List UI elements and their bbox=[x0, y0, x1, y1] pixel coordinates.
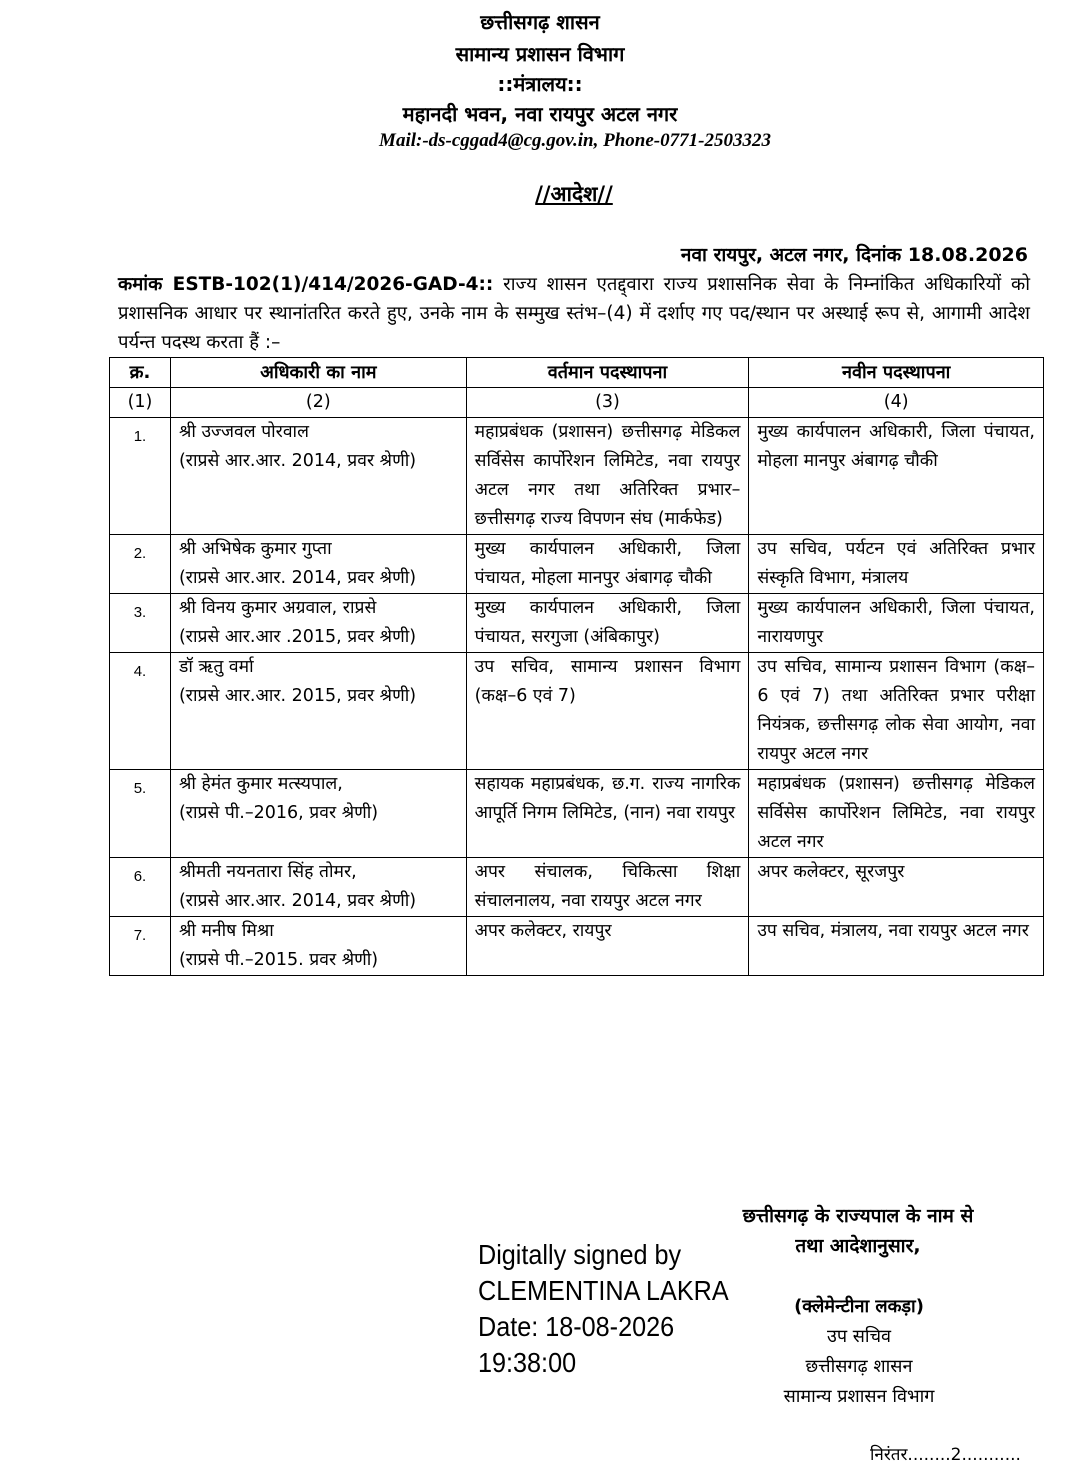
new-posting: मुख्य कार्यपालन अधिकारी, जिला पंचायत, नारायणपुर bbox=[749, 594, 1044, 653]
col-number: (4) bbox=[749, 388, 1044, 418]
officer-name: श्री हेमंत कुमार मत्स्यपाल, bbox=[178, 774, 343, 794]
serial-number: 1. bbox=[110, 418, 171, 535]
officer-service: (राप्रसे आर.आर .2015, प्रवर श्रेणी) bbox=[178, 627, 417, 647]
header-line-address: महानदी भवन, नवा रायपुर अटल नगर bbox=[402, 102, 678, 126]
officer-government: छत्तीसगढ़ शासन bbox=[805, 1356, 913, 1377]
new-posting: मुख्य कार्यपालन अधिकारी, जिला पंचायत, मोहला मानपुर अंबागढ़ चौकी bbox=[749, 418, 1044, 535]
serial-number: 4. bbox=[110, 653, 171, 770]
officer-cell bbox=[170, 858, 466, 917]
table-row bbox=[110, 770, 1044, 858]
table-row bbox=[110, 594, 1044, 653]
officer-department: सामान्य प्रशासन विभाग bbox=[783, 1386, 935, 1407]
dateline: नवा रायपुर, अटल नगर, दिनांक 18.08.2026 bbox=[680, 244, 1028, 266]
header-officer-name: अधिकारी का नाम bbox=[170, 358, 466, 388]
header-contact: Mail:-ds-cggad4@cg.gov.in, Phone-0771-2503323 bbox=[379, 130, 771, 151]
header-line-state: छत्तीसगढ़ शासन bbox=[480, 10, 600, 34]
current-posting: मुख्य कार्यपालन अधिकारी, जिला पंचायत, मोहला मानपुर अंबागढ़ चौकी bbox=[466, 535, 749, 594]
transfer-table bbox=[109, 357, 1044, 976]
col-number: (3) bbox=[466, 388, 749, 418]
serial-number: 6. bbox=[110, 858, 171, 917]
officer-name: श्रीमती नयनतारा सिंह तोमर, bbox=[178, 862, 357, 882]
governor-line-1: छत्तीसगढ़ के राज्यपाल के नाम से bbox=[742, 1205, 974, 1227]
governor-authority bbox=[690, 1201, 1026, 1261]
current-posting: महाप्रबंधक (प्रशासन) छत्तीसगढ़ मेडिकल सर्विसेस कार्पोरेशन लिमिटेड, नवा रायपुर अटल नगर तथा अतिरिक्त प्रभार–छत्तीसगढ़ राज्य विपणन संघ (मार्कफेड) bbox=[466, 418, 749, 535]
officer-cell bbox=[170, 653, 466, 770]
digital-signature-line: Date: 18-08-2026 bbox=[478, 1311, 675, 1342]
officer-post: उप सचिव bbox=[826, 1326, 892, 1347]
current-posting: अपर कलेक्टर, रायपुर bbox=[466, 917, 749, 976]
serial-number: 7. bbox=[110, 917, 171, 976]
col-number: (1) bbox=[110, 388, 171, 418]
governor-line-2: तथा आदेशानुसार, bbox=[795, 1235, 921, 1257]
officer-cell bbox=[170, 594, 466, 653]
order-title bbox=[0, 180, 1080, 208]
header-line-ministry: ::मंत्रालय:: bbox=[497, 72, 583, 96]
officer-name: श्री विनय कुमार अग्रवाल, राप्रसे bbox=[178, 598, 377, 618]
column-number-row bbox=[110, 388, 1044, 418]
table-row bbox=[110, 653, 1044, 770]
officer-name: श्री अभिषेक कुमार गुप्ता bbox=[178, 539, 332, 559]
officer-service: (राप्रसे आर.आर. 2014, प्रवर श्रेणी) bbox=[178, 568, 417, 588]
officer-name: श्री मनीष मिश्रा bbox=[178, 921, 274, 941]
digital-signature-line: CLEMENTINA LAKRA bbox=[478, 1275, 729, 1306]
officer-service: (राप्रसे आर.आर. 2015, प्रवर श्रेणी) bbox=[178, 686, 417, 706]
current-posting: सहायक महाप्रबंधक, छ.ग. राज्य नागरिक आपूर्ति निगम लिमिटेड, (नान) नवा रायपुर bbox=[466, 770, 749, 858]
current-posting: मुख्य कार्यपालन अधिकारी, जिला पंचायत, सरगुजा (अंबिकापुर) bbox=[466, 594, 749, 653]
order-number: कमांक ESTB-102(1)/414/2026-GAD-4:: bbox=[118, 274, 494, 295]
new-posting: अपर कलेक्टर, सूरजपुर bbox=[749, 858, 1044, 917]
digital-signature-line: 19:38:00 bbox=[478, 1347, 577, 1378]
intro-text: राज्य शासन एतद्द्वारा राज्य प्रशासनिक सेवा के निम्नांकित अधिकारियों को प्रशासनिक आधार पर स्थानांतरित करते हुए, उनके नाम के सम्मुख स्तंभ–(4) में दर्शाए गए पद/स्थान पर अस्थाई रूप से, आगामी आदेश पर्यन्त पदस्थ करता हैं :– bbox=[118, 274, 1030, 353]
table-header-row bbox=[110, 358, 1044, 388]
current-posting: अपर संचालक, चिकित्सा शिक्षा संचालनालय, नवा रायपुर अटल नगर bbox=[466, 858, 749, 917]
header-line-department: सामान्य प्रशासन विभाग bbox=[455, 42, 625, 66]
signing-officer bbox=[740, 1292, 978, 1412]
officer-service: (राप्रसे आर.आर. 2014, प्रवर श्रेणी) bbox=[178, 891, 417, 911]
officer-name: डॉ ऋतु वर्मा bbox=[178, 657, 254, 677]
digital-signature-line: Digitally signed by bbox=[478, 1239, 682, 1270]
new-posting: उप सचिव, मंत्रालय, नवा रायपुर अटल नगर bbox=[749, 917, 1044, 976]
serial-number: 2. bbox=[110, 535, 171, 594]
serial-number: 3. bbox=[110, 594, 171, 653]
table-row bbox=[110, 858, 1044, 917]
table-row bbox=[110, 535, 1044, 594]
officer-service: (राप्रसे पी.–2016, प्रवर श्रेणी) bbox=[178, 803, 379, 823]
header-new-posting: नवीन पदस्थापना bbox=[749, 358, 1044, 388]
officer-cell bbox=[170, 770, 466, 858]
new-posting: उप सचिव, सामान्य प्रशासन विभाग (कक्ष–6 एवं 7) तथा अतिरिक्त प्रभार परीक्षा नियंत्रक, छत्तीसगढ़ लोक सेवा आयोग, नवा रायपुर अटल नगर bbox=[749, 653, 1044, 770]
officer-cell bbox=[170, 917, 466, 976]
officer-name: श्री उज्जवल पोरवाल bbox=[178, 422, 309, 442]
serial-number: 5. bbox=[110, 770, 171, 858]
officer-cell bbox=[170, 418, 466, 535]
current-posting: उप सचिव, सामान्य प्रशासन विभाग (कक्ष–6 एवं 7) bbox=[466, 653, 749, 770]
intro-paragraph bbox=[118, 270, 1030, 357]
header-current-posting: वर्तमान पदस्थापना bbox=[466, 358, 749, 388]
new-posting: उप सचिव, पर्यटन एवं अतिरिक्त प्रभार संस्कृति विभाग, मंत्रालय bbox=[749, 535, 1044, 594]
digital-signature bbox=[478, 1237, 729, 1381]
table-row bbox=[110, 917, 1044, 976]
officer-service: (राप्रसे आर.आर. 2014, प्रवर श्रेणी) bbox=[178, 451, 417, 471]
continued-marker: निरंतर........2........... bbox=[870, 1445, 1021, 1465]
order-title-text: //आदेश// bbox=[535, 182, 613, 206]
table-row bbox=[110, 418, 1044, 535]
new-posting: महाप्रबंधक (प्रशासन) छत्तीसगढ़ मेडिकल सर्विसेस कार्पोरेशन लिमिटेड, नवा रायपुर अटल नगर bbox=[749, 770, 1044, 858]
officer-name: (क्लेमेन्टीना लकड़ा) bbox=[794, 1296, 924, 1317]
officer-service: (राप्रसे पी.–2015. प्रवर श्रेणी) bbox=[178, 950, 379, 970]
officer-cell bbox=[170, 535, 466, 594]
col-number: (2) bbox=[170, 388, 466, 418]
header-serial: क्र. bbox=[110, 358, 171, 388]
